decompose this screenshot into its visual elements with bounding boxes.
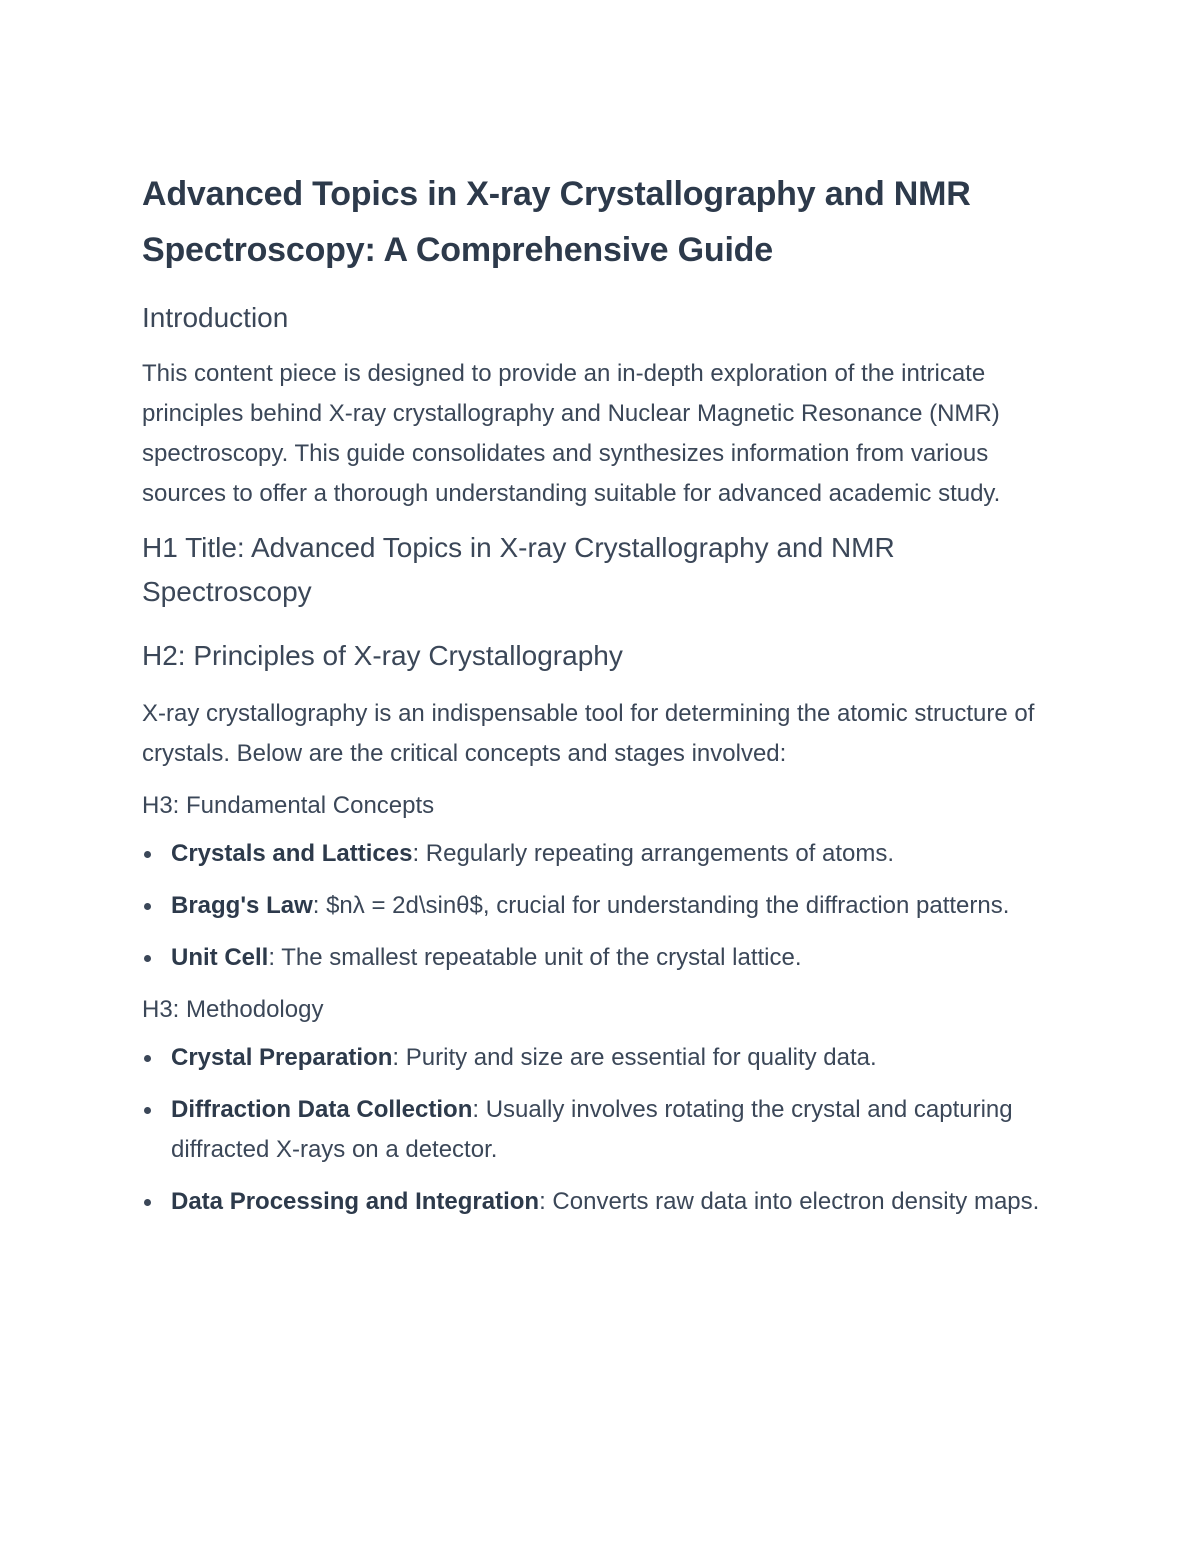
list-item-term: Bragg's Law [171,892,313,919]
fundamental-concepts-heading: H3: Fundamental Concepts [142,792,435,819]
xray-principles-heading: H2: Principles of X-ray Crystallography [142,640,623,671]
list-item [142,834,1052,874]
bullet-icon [144,851,151,858]
list-item-text: : $nλ = 2d\sinθ$, crucial for understanding the diffraction patterns. [312,892,1010,919]
fundamental-concepts-list [142,834,1052,978]
bullet-icon [144,903,151,910]
list-item-term: Diffraction Data Collection [171,1096,473,1123]
list-item [142,1090,1052,1170]
list-item-text: : Regularly repeating arrangements of atoms. [412,840,895,867]
list-item-term: Data Processing and Integration [171,1188,540,1215]
document-page [142,166,1052,1234]
introduction-heading: Introduction [142,302,289,333]
introduction-paragraph: This content piece is designed to provide an in-depth exploration of the intricate principles behind X-ray crystallography and Nuclear Magnetic Resonance (NMR) spectroscopy. This guide consolidates and synthesizes information from various sources to offer a thorough understanding suitable for advanced academic study. [142,360,1001,507]
list-item-term: Unit Cell [171,944,269,971]
list-item-term: Crystal Preparation [171,1044,393,1071]
list-item [142,1182,1052,1222]
h1-title-heading: H1 Title: Advanced Topics in X-ray Crystallography and NMR Spectroscopy [142,532,895,607]
bullet-icon [144,1055,151,1062]
document-title: Advanced Topics in X-ray Crystallography and NMR Spectroscopy: A Comprehensive Guide [142,175,971,269]
list-item-text: : Purity and size are essential for quality data. [392,1044,877,1071]
methodology-heading: H3: Methodology [142,996,324,1023]
list-item-text: : Usually involves rotating the crystal and capturing diffracted X-rays on a detector. [171,1096,1013,1163]
xray-principles-paragraph: X-ray crystallography is an indispensable tool for determining the atomic structure of crystals. Below are the critical concepts and stages involved: [142,700,1035,767]
list-item [142,1038,1052,1078]
bullet-icon [144,955,151,962]
methodology-list [142,1038,1052,1222]
list-item [142,938,1052,978]
list-item-term: Crystals and Lattices [171,840,413,867]
list-item-text: : Converts raw data into electron density maps. [539,1188,1040,1215]
bullet-icon [144,1107,151,1114]
bullet-icon [144,1199,151,1206]
list-item-text: : The smallest repeatable unit of the crystal lattice. [268,944,802,971]
list-item [142,886,1052,926]
